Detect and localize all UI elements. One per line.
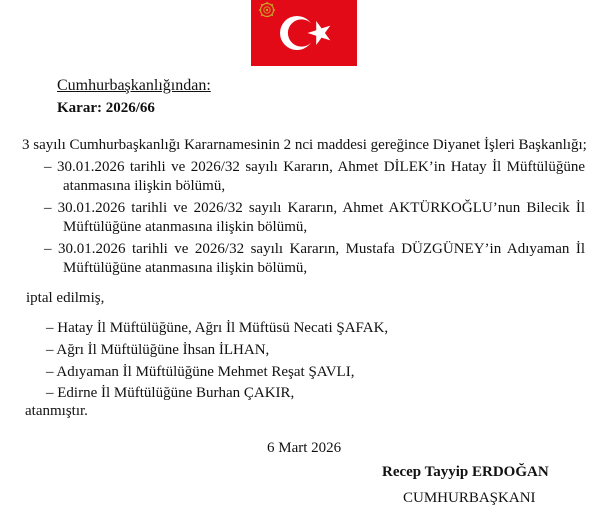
revoked-item-1-line2: atanmasına ilişkin bölümü, [63,178,226,194]
revoked-item-3-line2: Müftülüğüne atanmasına ilişkin bölümü, [63,260,308,276]
signer-title: CUMHURBAŞKANI [403,490,536,506]
assignment-item-4: – Edirne İl Müftülüğüne Burhan ÇAKIR, [46,385,295,401]
revoked-item-2-line1: – 30.01.2026 tarihli ve 2026/32 sayılı Kararın, Ahmet AKTÜRKOĞLU’nun Bilecik İl [44,200,585,216]
assignment-item-3: – Adıyaman İl Müftülüğüne Mehmet Reşat ŞAVLI, [46,364,355,380]
revoked-item-2-line2: Müftülüğüne atanmasına ilişkin bölümü, [63,219,308,235]
turkish-presidential-emblem-icon [251,0,357,66]
signer-name: Recep Tayyip ERDOĞAN [382,464,549,480]
cancelled-text: iptal edilmiş, [26,290,105,306]
assignment-item-2: – Ağrı İl Müftülüğüne İhsan İLHAN, [46,342,270,358]
decision-date: 6 Mart 2026 [267,440,342,456]
issuer-heading: Cumhurbaşkanlığından: [57,77,211,94]
decision-number: Karar: 2026/66 [57,100,155,116]
intro-paragraph: 3 sayılı Cumhurbaşkanlığı Kararnamesinin 2 nci maddesi gereğince Diyanet İşleri Başkanlığı; [22,137,587,153]
assignment-item-1: – Hatay İl Müftülüğüne, Ağrı İl Müftüsü Necati ŞAFAK, [46,320,389,336]
flag-emblem-graphic [251,0,357,66]
revoked-item-3-line1: – 30.01.2026 tarihli ve 2026/32 sayılı Kararın, Mustafa DÜZGÜNEY’in Adıyaman İl [44,241,585,257]
revoked-item-1-line1: – 30.01.2026 tarihli ve 2026/32 sayılı Kararın, Ahmet DİLEK’in Hatay İl Müftülüğüne [44,159,585,175]
appointed-text: atanmıştır. [25,403,88,419]
